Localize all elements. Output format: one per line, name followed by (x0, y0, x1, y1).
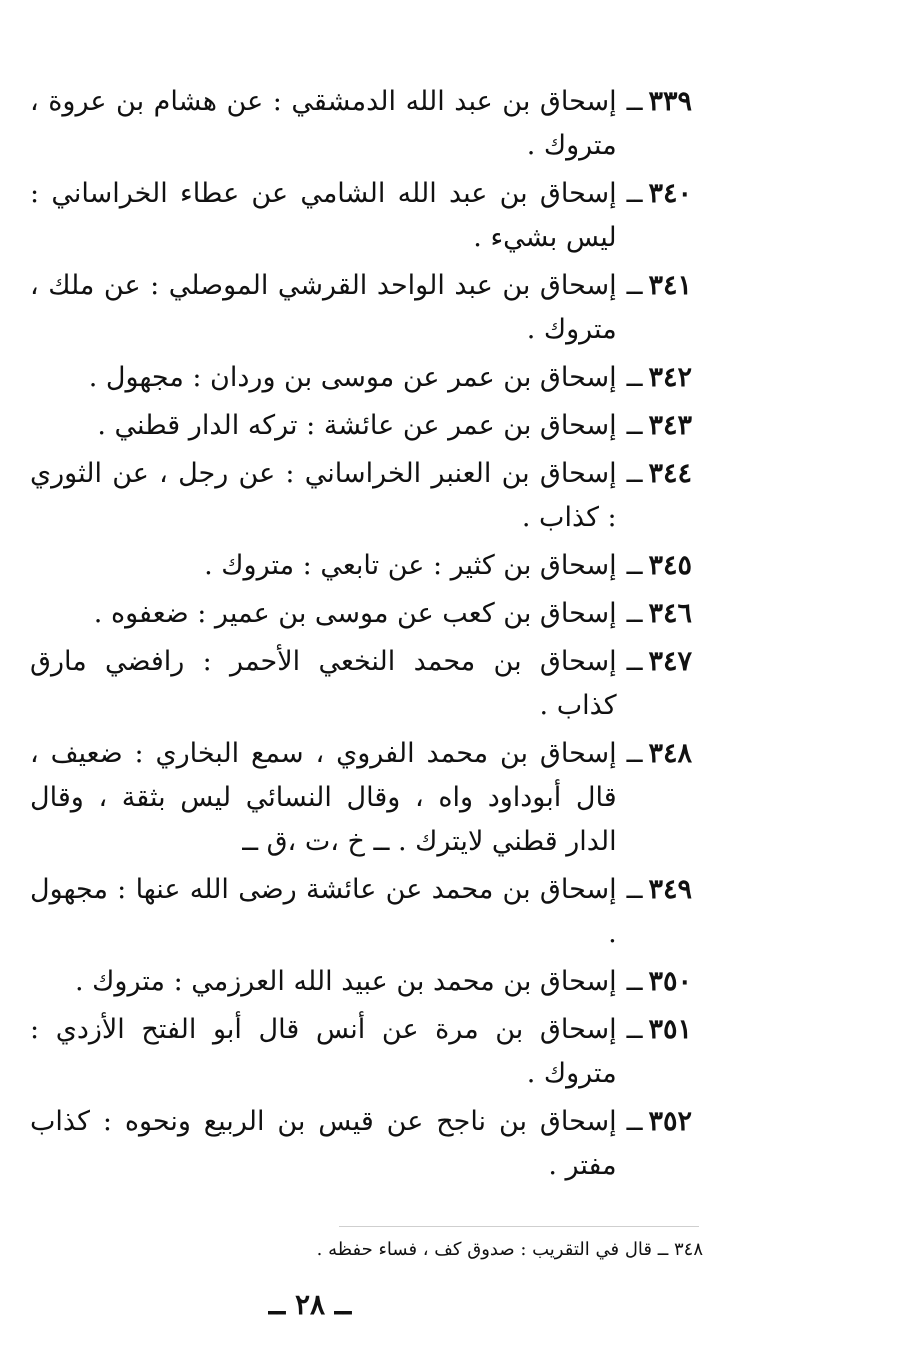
entry-dash: ــ (626, 966, 643, 997)
list-item (30, 732, 692, 864)
list-item (30, 172, 692, 260)
entry-text: إسحاق بن العنبر الخراساني : عن رجل ، عن الثوري : كذاب . (30, 458, 617, 533)
list-item (30, 544, 692, 588)
list-item (30, 960, 692, 1004)
entry-dash: ــ (626, 550, 643, 581)
entry-text: إسحاق بن محمد النخعي الأحمر : رافضي مارق كذاب . (30, 646, 617, 721)
list-item (30, 452, 692, 540)
entry-number: ٣٤٧ (648, 646, 692, 677)
entry-text: إسحاق بن كعب عن موسى بن عمير : ضعفوه . (93, 598, 617, 629)
entry-dash: ــ (626, 598, 643, 629)
list-item (30, 868, 692, 956)
entry-text: إسحاق بن مرة عن أنس قال أبو الفتح الأزدي : متروك . (30, 1014, 617, 1089)
list-item (30, 404, 692, 448)
footnote-divider (339, 1226, 699, 1227)
entry-number: ٣٤٠ (648, 178, 692, 209)
entry-dash: ــ (626, 410, 643, 441)
entry-text: إسحاق بن عمر عن عائشة : تركه الدار قطني . (97, 410, 617, 441)
entry-dash: ــ (626, 874, 643, 905)
entry-number: ٣٤٨ (648, 738, 692, 769)
list-item (30, 640, 692, 728)
list-item (30, 264, 692, 352)
list-item (30, 1100, 692, 1188)
entry-number: ٣٤٤ (648, 458, 692, 489)
entry-number: ٣٤٢ (648, 362, 692, 393)
entry-dash: ــ (626, 1014, 643, 1045)
entry-dash: ــ (626, 738, 643, 769)
entry-number: ٣٣٩ (648, 86, 692, 117)
entry-number: ٣٥٠ (648, 966, 692, 997)
entry-number: ٣٥١ (648, 1014, 692, 1045)
page-number: ــ ٢٨ ــ (268, 1288, 352, 1321)
list-item (30, 1008, 692, 1096)
entry-number: ٣٥٢ (648, 1106, 692, 1137)
entry-list (30, 80, 692, 1192)
entry-text: إسحاق بن محمد عن عائشة رضى الله عنها : مجهول . (30, 874, 617, 949)
entry-dash: ــ (626, 646, 643, 677)
entry-dash: ــ (626, 1106, 643, 1137)
entry-text: إسحاق بن محمد الفروي ، سمع البخاري : ضعيف ، قال أبوداود واه ، وقال النسائي ليس بثقة ، وقال الدار قطني لايترك . ــ خ ،ت ،ق ــ (30, 738, 617, 857)
entry-number: ٣٤٥ (648, 550, 692, 581)
entry-text: إسحاق بن ناجح عن قيس بن الربيع ونحوه : كذاب مفتر . (30, 1106, 617, 1181)
entry-text: إسحاق بن عبد الله الشامي عن عطاء الخراساني : ليس بشيء . (30, 178, 617, 253)
entry-number: ٣٤١ (648, 270, 692, 301)
list-item (30, 592, 692, 636)
entry-text: إسحاق بن عبد الواحد القرشي الموصلي : عن ملك ، متروك . (30, 270, 617, 345)
entry-dash: ــ (626, 270, 643, 301)
entry-number: ٣٤٣ (648, 410, 692, 441)
entry-number: ٣٤٩ (648, 874, 692, 905)
list-item (30, 356, 692, 400)
footnote: ٣٤٨ ــ قال في التقريب : صدوق كف ، فساء حفظه . (316, 1239, 703, 1260)
entry-dash: ــ (626, 86, 643, 117)
entry-text: إسحاق بن محمد بن عبيد الله العرزمي : متروك . (75, 966, 617, 997)
entry-number: ٣٤٦ (648, 598, 692, 629)
entry-text: إسحاق بن عبد الله الدمشقي : عن هشام بن عروة ، متروك . (30, 86, 617, 161)
entry-dash: ــ (626, 178, 643, 209)
entry-dash: ــ (626, 362, 643, 393)
entry-text: إسحاق بن كثير : عن تابعي : متروك . (204, 550, 617, 581)
entry-dash: ــ (626, 458, 643, 489)
list-item (30, 80, 692, 168)
entry-text: إسحاق بن عمر عن موسى بن وردان : مجهول . (88, 362, 617, 393)
